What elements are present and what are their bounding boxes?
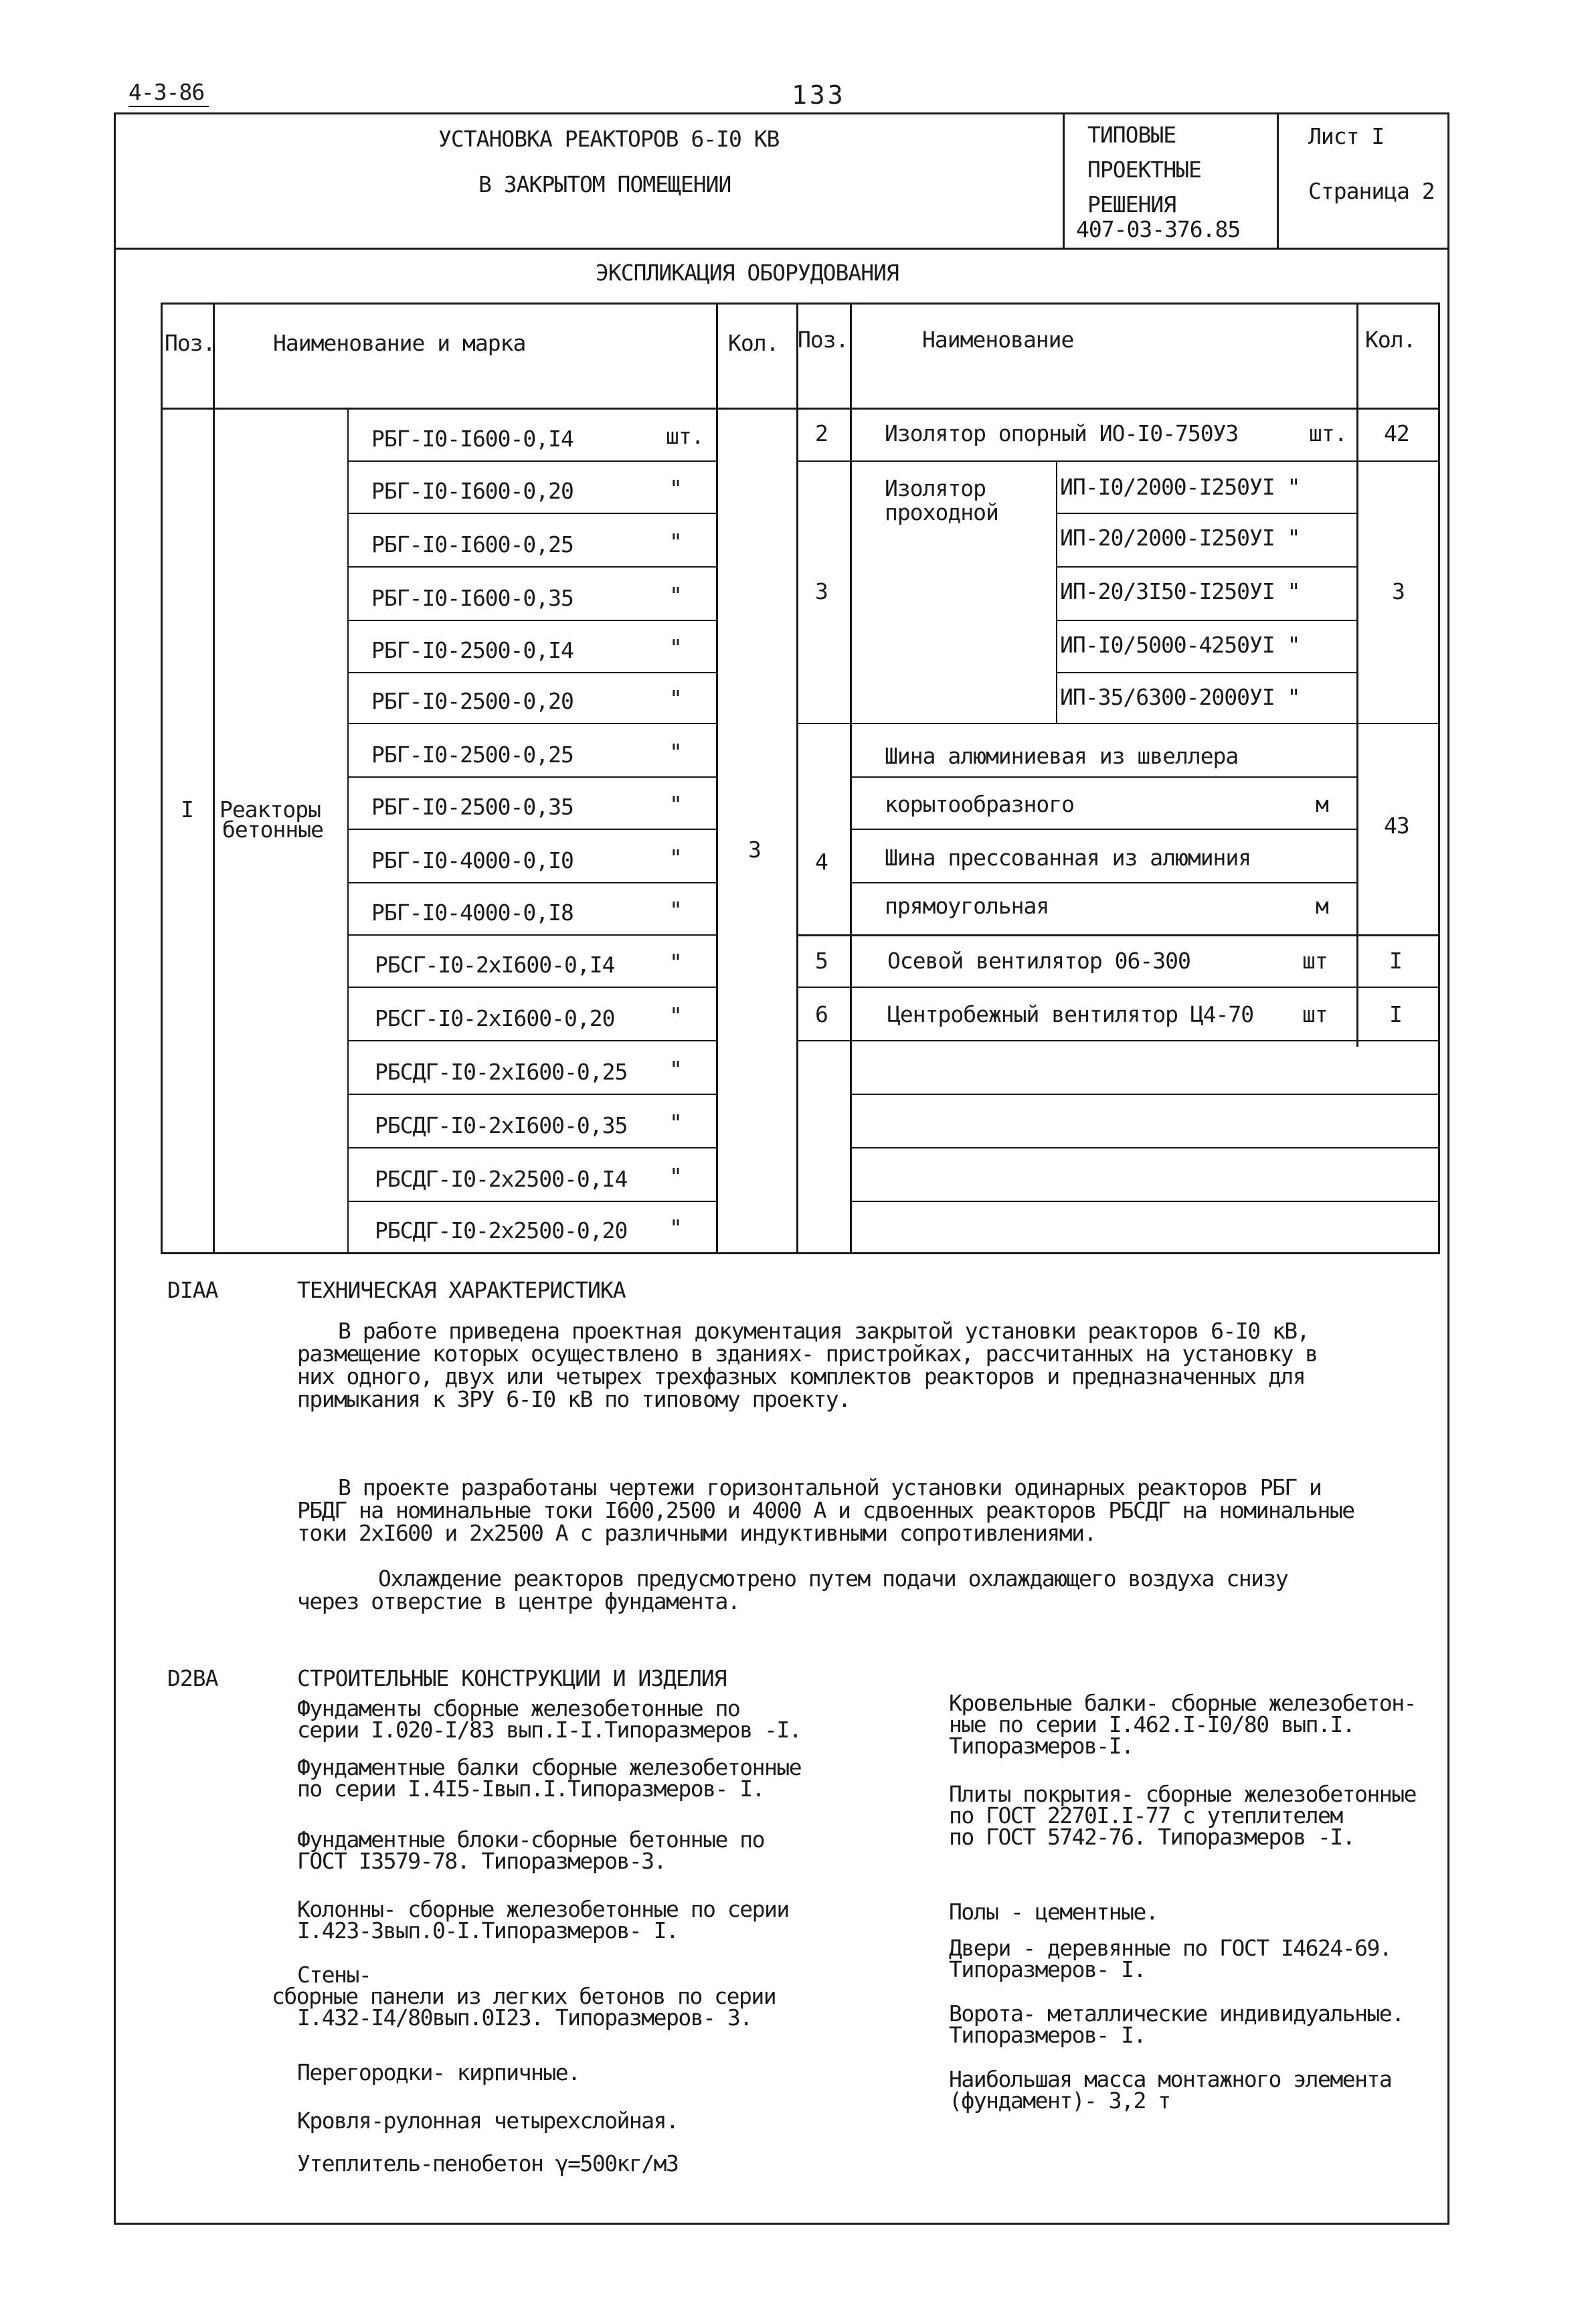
- empty-row-line-1: [850, 1094, 1440, 1095]
- constr-right-line: Типоразмеров- I.: [949, 1956, 1146, 1982]
- left-group-line-2: бетонные: [222, 817, 323, 843]
- reactor-unit: ": [669, 634, 682, 661]
- r6-qty: I: [1389, 1001, 1402, 1027]
- left-row-divider: [347, 882, 716, 883]
- r3-name-1: Изолятор: [885, 475, 986, 501]
- left-qty: 3: [748, 837, 761, 863]
- r6-bottom: [796, 1040, 1440, 1041]
- r4-line-2: корытообразного: [885, 791, 1075, 817]
- reactor-mark: РБСДГ-I0-2х2500-0,20: [375, 1217, 628, 1244]
- reactor-mark: РБСДГ-I0-2х2500-0,I4: [375, 1166, 628, 1192]
- r3-mark-4: ИП-I0/5000-4250УI ": [1060, 632, 1300, 658]
- constr-right-line: (фундамент)- 3,2 т: [949, 2087, 1170, 2114]
- left-row-divider: [347, 566, 716, 568]
- r5-pos: 5: [815, 948, 828, 974]
- frame-right: [1447, 112, 1449, 2225]
- r3-name-2: проходной: [885, 499, 998, 525]
- reactor-unit: ": [669, 845, 682, 871]
- reactor-mark: РБГ-I0-I600-0,I4: [371, 426, 573, 452]
- reactor-unit: ": [669, 1056, 682, 1082]
- constr-right-line: Ворота- металлические индивидуальные.: [949, 2000, 1404, 2027]
- constr-title: СТРОИТЕЛЬНЫЕ КОНСТРУКЦИИ И ИЗДЕЛИЯ: [297, 1665, 727, 1691]
- constr-left-line: Перегородки- кирпичные.: [297, 2059, 580, 2085]
- left-row-divider: [347, 1040, 716, 1041]
- left-group-line-1: Реакторы: [219, 796, 321, 823]
- reactor-mark: РБСДГ-I0-2хI600-0,35: [375, 1112, 628, 1138]
- r4-unit-2: м: [1316, 791, 1328, 817]
- tech-p1-line-4: примыкания к ЗРУ 6-I0 кВ по типовому проекту.: [297, 1386, 851, 1412]
- col-pos-divider: [213, 303, 215, 1254]
- tp-line-1: ТИПОВЫЕ: [1087, 122, 1176, 148]
- header-qty2: Кол.: [1365, 327, 1416, 353]
- sheet-label: Лист I: [1308, 123, 1385, 149]
- tech-p1-line-3: них одного, двух или четырех трехфазных комплектов реакторов и предназначенных для: [297, 1363, 1306, 1389]
- reactor-mark: РБГ-I0-I600-0,25: [371, 531, 573, 558]
- constr-left-line: серии I.020-I/83 вып.I-I.Типоразмеров -I.: [297, 1717, 802, 1743]
- tp-line-3: РЕШЕНИЯ: [1087, 191, 1176, 218]
- left-row-divider: [347, 1094, 716, 1095]
- reactor-mark: РБГ-I0-2500-0,20: [371, 688, 573, 714]
- tp-code: 407-03-376.85: [1076, 216, 1241, 242]
- r5-name: Осевой вентилятор 06-300: [887, 948, 1190, 974]
- left-row-divider: [347, 776, 716, 778]
- reactor-unit: ": [669, 1163, 682, 1189]
- tech-p1-line-1: В работе приведена проектная документация закрытой установки реакторов 6-I0 кВ,: [338, 1318, 1310, 1344]
- title-block-bottom: [114, 248, 1449, 250]
- constr-left-line: Стены-: [297, 1962, 371, 1988]
- constr-left-line: ГОСТ I3579-78. Типоразмеров-3.: [297, 1848, 667, 1874]
- reactor-mark: РБГ-I0-I600-0,20: [371, 478, 573, 504]
- header-name-mark: Наименование и марка: [273, 330, 526, 356]
- reactor-unit: ": [669, 1003, 682, 1029]
- col-pos2-right: [850, 303, 852, 1254]
- constr-right-line: Полы - цементные.: [949, 1899, 1158, 1925]
- r5-bottom: [796, 987, 1440, 988]
- title-line-1: УСТАНОВКА РЕАКТОРОВ 6-I0 КВ: [438, 126, 780, 152]
- title-block-divider-1: [1063, 112, 1065, 249]
- r4-line-1: Шина алюминиевая из швеллера: [885, 743, 1239, 769]
- reactor-unit: ": [669, 791, 682, 817]
- left-row-divider: [347, 723, 716, 724]
- reactor-mark: РБСГ-I0-2хI600-0,20: [375, 1005, 615, 1031]
- left-pos: I: [181, 796, 193, 823]
- table-left-border: [161, 303, 163, 1254]
- reactor-mark: РБГ-I0-2500-0,I4: [371, 637, 573, 663]
- r3-mark-2: ИП-20/2000-I250УI ": [1060, 525, 1300, 551]
- constr-left-line: по серии I.4I5-Iвып.I.Типоразмеров- I.: [297, 1776, 764, 1802]
- doc-code: 4-3-86: [128, 79, 205, 105]
- r6-unit: шт: [1302, 1001, 1328, 1027]
- header-pos: Поз.: [165, 330, 215, 356]
- title-line-2: В ЗАКРЫТОМ ПОМЕЩЕНИИ: [478, 171, 731, 197]
- r3-sub-3: [1056, 620, 1356, 621]
- reactor-mark: РБСГ-I0-2хI600-0,I4: [375, 952, 615, 978]
- r3-sub-1: [1056, 513, 1356, 514]
- reactor-unit: ": [669, 582, 682, 608]
- col-pos2-left: [796, 303, 798, 1254]
- constr-left-line: Утеплитель-пенобетон γ=500кг/м3: [297, 2150, 679, 2177]
- tech-p1-line-2: размещение которых осуществлено в зданиях- пристройках, рассчитанных на установку в: [297, 1341, 1318, 1367]
- constr-left-line: Фундаменты сборные железобетонные по: [297, 1695, 740, 1721]
- reactor-unit: ": [669, 897, 682, 923]
- left-row-divider: [347, 987, 716, 988]
- reactor-mark: РБГ-I0-I600-0,35: [371, 585, 573, 611]
- constr-left-line: Колонны- сборные железобетонные по серии: [297, 1896, 789, 1922]
- r4-unit-4: м: [1316, 893, 1328, 919]
- r6-pos: 6: [815, 1001, 828, 1027]
- r5-qty: I: [1389, 948, 1402, 974]
- r4-sub-1: [850, 776, 1356, 778]
- constr-right-line: по ГОСТ 5742-76. Типоразмеров -I.: [949, 1824, 1355, 1850]
- constr-right-line: Типоразмеров- I.: [949, 2022, 1146, 2048]
- constr-right-line: Наибольшая масса монтажного элемента: [949, 2066, 1392, 2092]
- header-qty: Кол.: [728, 330, 779, 356]
- constr-right-line: по ГОСТ 2270I.I-77 с утеплителем: [949, 1802, 1342, 1828]
- reactor-mark: РБГ-I0-4000-0,I0: [371, 847, 573, 873]
- col-qty-left: [716, 303, 718, 1254]
- table-title: ЭКСПЛИКАЦИЯ ОБОРУДОВАНИЯ: [596, 260, 899, 286]
- r2-bottom: [796, 460, 1440, 462]
- constr-right-line: Кровельные балки- сборные железобетон-: [949, 1690, 1416, 1716]
- reactor-unit: ": [669, 1110, 682, 1136]
- col-r3-mark-divider: [1056, 462, 1057, 723]
- r3-sub-2: [1056, 566, 1356, 568]
- r4-line-4: прямоугольная: [885, 893, 1049, 919]
- constr-right-line: Плиты покрытия- сборные железобетонные: [949, 1781, 1416, 1807]
- r4-line-3: Шина прессованная из алюминия: [885, 845, 1251, 871]
- reactor-unit: ": [669, 529, 682, 555]
- left-row-divider: [347, 934, 716, 936]
- r4-qty: 43: [1384, 813, 1409, 839]
- constr-left-line: Кровля-рулонная четырехслойная.: [297, 2108, 679, 2134]
- tech-p3-line-1: Охлаждение реакторов предусмотрено путем подачи охлаждающего воздуха снизу: [378, 1565, 1288, 1592]
- constr-left-line: I.423-3вып.0-I.Типоразмеров- I.: [297, 1917, 679, 1944]
- left-row-divider: [347, 460, 716, 462]
- r4-sub-2: [850, 829, 1356, 830]
- tech-p3-line-2: через отверстие в центре фундамента.: [297, 1588, 740, 1614]
- frame-left: [114, 112, 116, 2225]
- left-row-divider: [347, 1201, 716, 1202]
- doc-code-underline: [128, 106, 209, 107]
- page-number: 133: [792, 80, 846, 110]
- reactor-unit: ": [669, 739, 682, 765]
- r4-sub-3: [850, 882, 1356, 883]
- table-bottom: [161, 1252, 1440, 1254]
- header-bottom: [161, 408, 1440, 410]
- r4-pos: 4: [815, 849, 828, 875]
- tp-line-2: ПРОЕКТНЫЕ: [1087, 157, 1201, 183]
- reactor-unit: ": [669, 949, 682, 975]
- r2-name: Изолятор опорный ИО-I0-750УЗ: [885, 420, 1239, 446]
- empty-row-line-3: [850, 1201, 1440, 1202]
- left-row-divider: [347, 620, 716, 621]
- r3-qty: 3: [1392, 578, 1405, 604]
- r4-bottom: [796, 934, 1440, 936]
- r3-mark-5: ИП-35/6300-2000УI ": [1060, 684, 1300, 710]
- left-row-divider: [347, 1147, 716, 1148]
- reactor-unit: шт.: [666, 423, 704, 449]
- constr-right-line: Типоразмеров-I.: [949, 1733, 1134, 1759]
- table-right-border: [1438, 303, 1440, 1254]
- title-block-divider-2: [1277, 112, 1279, 249]
- r3-sub-4: [1056, 672, 1356, 673]
- left-row-divider: [347, 672, 716, 673]
- tech-title: ТЕХНИЧЕСКАЯ ХАРАКТЕРИСТИКА: [297, 1277, 626, 1303]
- frame-top: [114, 112, 1449, 114]
- reactor-mark: РБГ-I0-4000-0,I8: [371, 900, 573, 926]
- reactor-mark: РБГ-I0-2500-0,35: [371, 794, 573, 820]
- reactor-mark: РБГ-I0-2500-0,25: [371, 742, 573, 768]
- header-pos2: Поз.: [798, 327, 849, 353]
- r3-mark-1: ИП-I0/2000-I250УI ": [1060, 474, 1300, 500]
- table-top: [161, 303, 1440, 305]
- r3-pos: 3: [815, 578, 828, 604]
- r5-unit: шт: [1302, 948, 1328, 974]
- col-mark-divider: [347, 409, 349, 1254]
- frame-bottom: [114, 2223, 1449, 2225]
- constr-left-line: Фундаментные блоки-сборные бетонные по: [297, 1826, 764, 1853]
- reactor-mark: РБСДГ-I0-2хI600-0,25: [375, 1059, 628, 1085]
- tech-p2-line-3: токи 2хI600 и 2х2500 А с различными индуктивными сопротивлениями.: [297, 1520, 1096, 1546]
- tech-p2-line-2: РБДГ на номинальные токи I600,2500 и 4000 А и сдвоенных реакторов РБСДГ на номинальные: [297, 1497, 1354, 1523]
- constr-right-line: ные по серии I.462.I-I0/80 вып.I.: [949, 1711, 1355, 1737]
- empty-row-line-2: [850, 1147, 1440, 1148]
- r3-bottom: [796, 723, 1440, 724]
- tech-p2-line-1: В проекте разработаны чертежи горизонтальной установки одинарных реакторов РБГ и: [338, 1474, 1322, 1501]
- reactor-unit: ": [669, 475, 682, 501]
- page-label: Страница 2: [1308, 178, 1435, 204]
- r6-name: Центробежный вентилятор Ц4-70: [887, 1001, 1254, 1027]
- r2-qty: 42: [1384, 420, 1409, 446]
- r3-mark-3: ИП-20/3I50-I250УI ": [1060, 578, 1300, 604]
- reactor-unit: ": [669, 685, 682, 711]
- header-name: Наименование: [922, 327, 1074, 353]
- constr-code: D2BA: [167, 1665, 218, 1691]
- left-row-divider: [347, 513, 716, 514]
- r2-unit: шт.: [1309, 420, 1347, 446]
- constr-left-line: сборные панели из легких бетонов по серии: [272, 1983, 776, 2009]
- constr-left-line: I.432-I4/80вып.0I23. Типоразмеров- 3.: [297, 2005, 752, 2031]
- r2-pos: 2: [815, 420, 828, 446]
- constr-left-line: Фундаментные балки сборные железобетонные: [297, 1754, 802, 1780]
- constr-right-line: Двери - деревянные по ГОСТ I4624-69.: [949, 1935, 1392, 1961]
- left-row-divider: [347, 829, 716, 830]
- tech-code: DIAA: [167, 1277, 218, 1303]
- reactor-unit: ": [669, 1215, 682, 1241]
